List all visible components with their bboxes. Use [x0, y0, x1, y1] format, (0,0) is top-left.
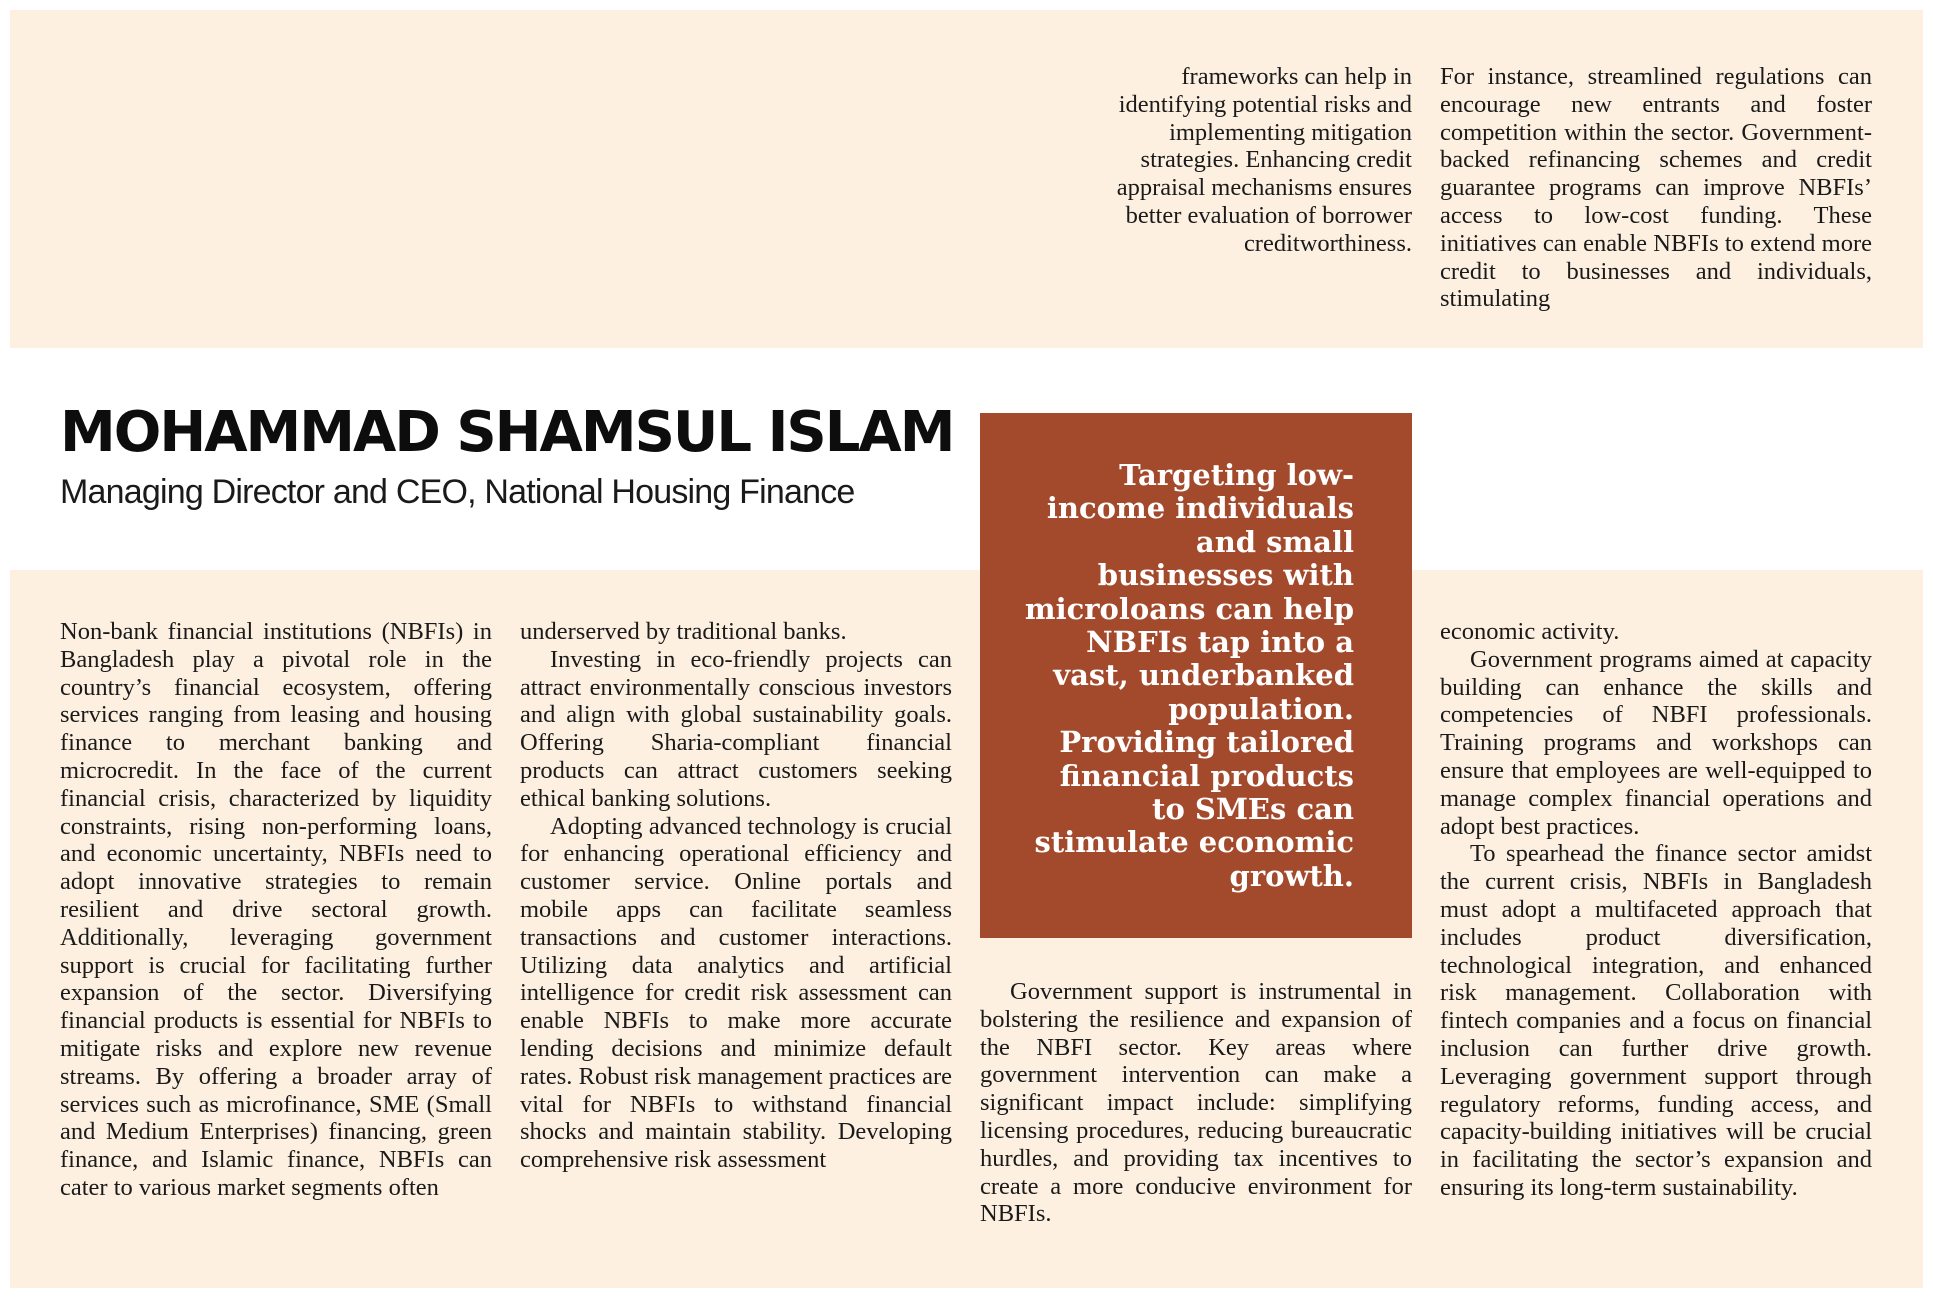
author-header — [60, 400, 953, 512]
paragraph: economic activity. — [1440, 618, 1620, 645]
paragraph: Non-bank financial institutions (NBFIs) in Bangladesh play a pivotal role in the country’s financial ecosystem, offering services ranging from leasing and housing finance to merchant banking and microcredit. In the face of the current financial crisis, characterized by liquidity constraints, rising non-performing loans, and economic uncertainty, NBFIs need to adopt innovative strategies to remain resilient and drive sectoral growth. Additionally, leveraging government support is crucial for facilitating further expansion of the sector. Diversifying financial products is essential for NBFIs to mitigate risks and explore new revenue streams. By offering a broader array of services such as microfinance, SME (Small and Medium Enterprises) financing, green finance, and Islamic finance, NBFIs can cater to various market segments often — [60, 618, 492, 1201]
paragraph: frameworks can help in identifying potential risks and implementing mitigation strategies. Enhancing credit appraisal mechanisms ensures better evaluation of borrower creditworthiness. — [1116, 63, 1412, 257]
paragraph: Government programs aimed at capacity building can enhance the skills and competencies of NBFI professionals. Training programs and workshops can ensure that employees are well-equipped to manage complex financial operations and adopt best practices. — [1440, 645, 1872, 840]
article-column-1 — [60, 618, 492, 1202]
article-column-2 — [520, 618, 952, 1174]
author-title: Managing Director and CEO, National Housing Finance — [60, 473, 855, 511]
pull-quote-text: Targeting low-income individuals and small businesses with microloans can help NBFIs tap into a vast, underbanked population. Providing tailored financial products to SMEs can stimulate economic growth. — [1024, 458, 1354, 893]
paragraph: For instance, streamlined regulations can encourage new entrants and foster competition within the sector. Government-backed refinancing schemes and credit guarantee programs can improve NBFIs’ access to low-cost funding. These initiatives can enable NBFIs to extend more credit to businesses and individuals, stimulating — [1440, 63, 1872, 313]
paragraph: To spearhead the finance sector amidst the current crisis, NBFIs in Bangladesh must adopt a multifaceted approach that includes product diversification, technological integration, and enhanced risk management. Collaboration with fintech companies and a focus on financial inclusion can further drive growth. Leveraging government support through regulatory reforms, funding access, and capacity-building initiatives will be crucial in facilitating the sector’s expansion and ensuring its long-term sustainability. — [1440, 840, 1872, 1201]
article-column-top-right — [1440, 63, 1872, 313]
pull-quote-box — [980, 413, 1412, 938]
paragraph: underserved by traditional banks. — [520, 618, 847, 645]
paragraph: Government support is instrumental in bolstering the resilience and expansion of the NBFI sector. Key areas where government intervention can make a significant impact include: simplifying licensing procedures, reducing bureaucratic hurdles, and providing tax incentives to create a more conducive environment for NBFIs. — [980, 978, 1412, 1228]
paragraph: Adopting advanced technology is crucial for enhancing operational efficiency and customer service. Online portals and mobile apps can facilitate seamless transactions and customer interactions. Utilizing data analytics and artificial intelligence for credit risk assessment can enable NBFIs to make more accurate lending decisions and minimize default rates. Robust risk management practices are vital for NBFIs to withstand financial shocks and maintain stability. Developing comprehensive risk assessment — [520, 812, 952, 1174]
author-name: MOHAMMAD SHAMSUL ISLAM — [60, 400, 954, 465]
article-column-3 — [980, 978, 1412, 1228]
article-column-4 — [1440, 618, 1872, 1202]
paragraph: Investing in eco-friendly projects can attract environmentally conscious investors and align with global sustainability goals. Offering Sharia-compliant financial products can attract customers seeking ethical banking solutions. — [520, 645, 952, 812]
article-column-top-narrow — [1100, 63, 1412, 258]
